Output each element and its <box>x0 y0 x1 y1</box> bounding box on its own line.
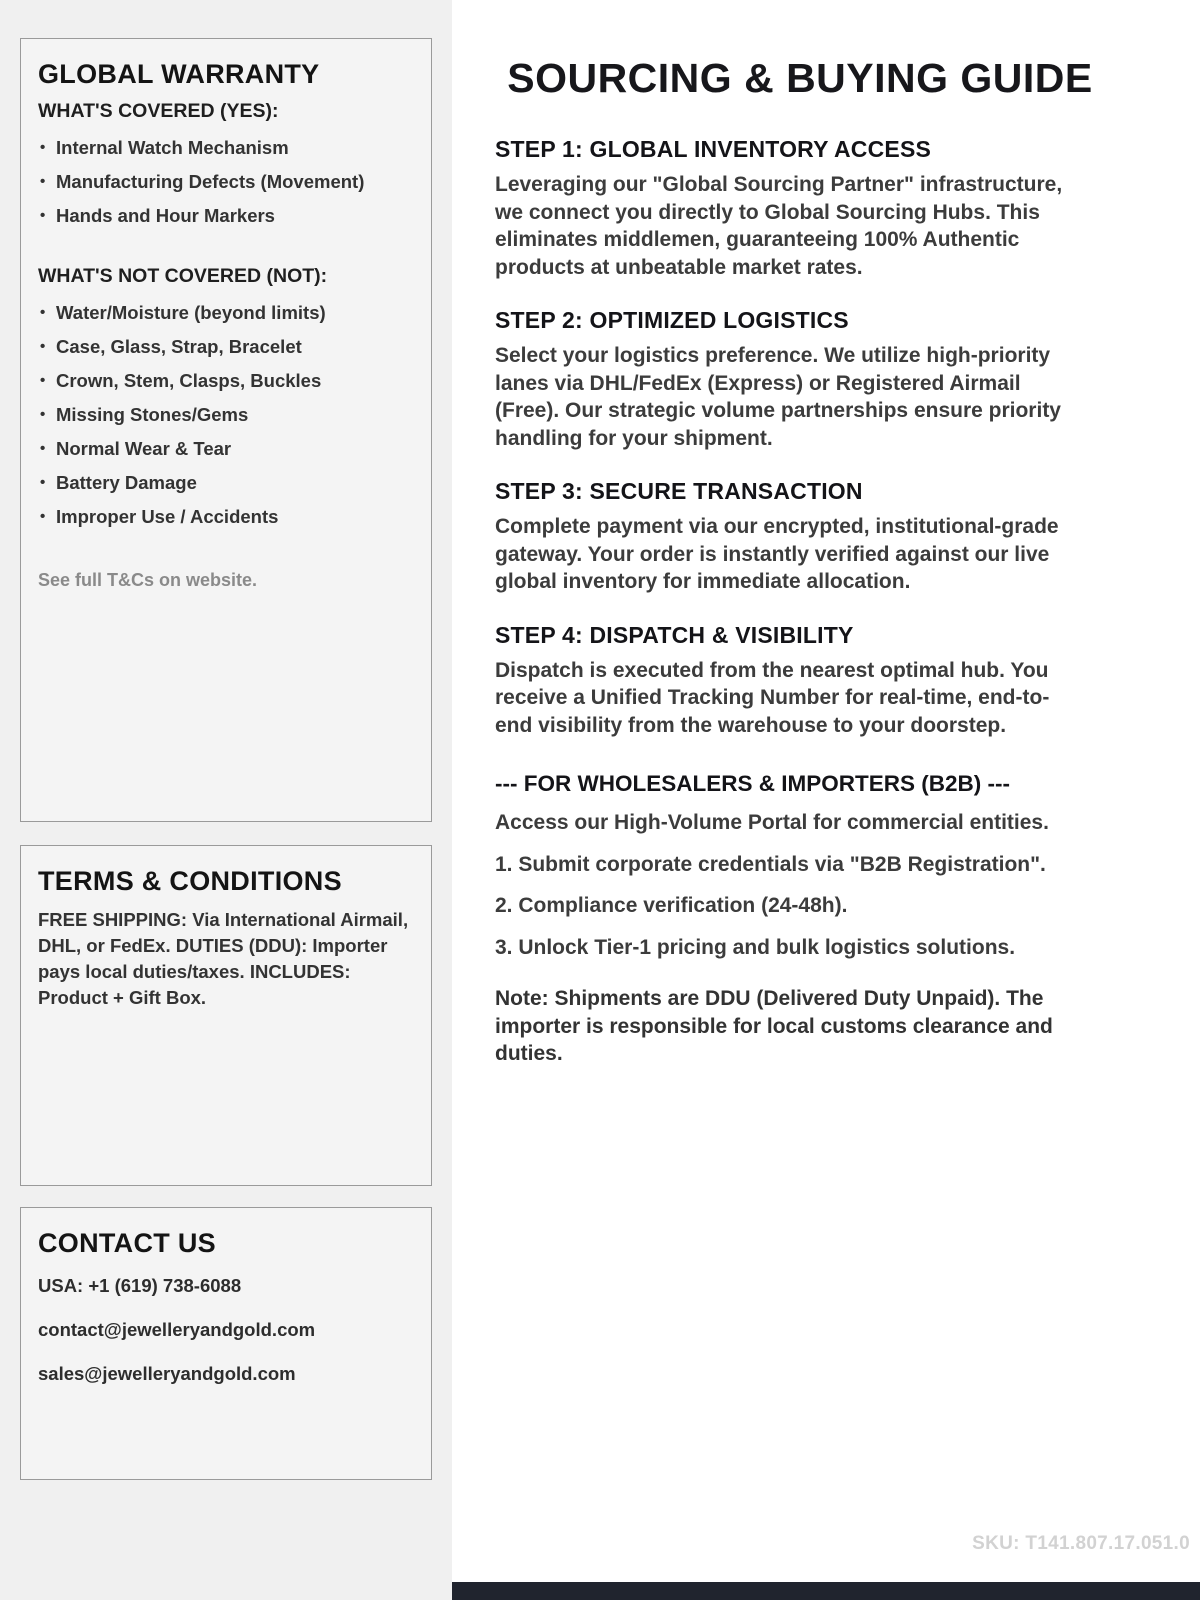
page-title: SOURCING & BUYING GUIDE <box>507 55 1093 101</box>
covered-heading: WHAT'S COVERED (YES): <box>38 100 279 122</box>
list-item: • Hands and Hour Markers <box>38 199 414 233</box>
step-heading: STEP 3: SECURE TRANSACTION <box>495 478 863 504</box>
global-warranty-panel <box>20 38 432 822</box>
b2b-note: Note: Shipments are DDU (Delivered Duty Unpaid). The importer is responsible for local customs clearance and duties. <box>495 987 1053 1065</box>
covered-list <box>38 131 414 233</box>
bottom-bar <box>452 1582 1200 1600</box>
terms-panel <box>20 845 432 1186</box>
contact-title: CONTACT US <box>38 1228 216 1258</box>
step-section-1 <box>495 136 1070 281</box>
warranty-footnote: See full T&Cs on website. <box>38 570 258 590</box>
list-item: • Case, Glass, Strap, Bracelet <box>38 330 414 364</box>
list-item: • Manufacturing Defects (Movement) <box>38 165 414 199</box>
list-item: • Improper Use / Accidents <box>38 500 414 534</box>
list-item: • Internal Watch Mechanism <box>38 131 414 165</box>
sku-label: SKU: T141.807.17.051.0 <box>972 1533 1190 1554</box>
step-section-4 <box>495 622 1070 740</box>
list-item: • Crown, Stem, Clasps, Buckles <box>38 364 414 398</box>
b2b-item: 3. Unlock Tier-1 pricing and bulk logistics solutions. <box>495 935 1016 959</box>
main-content <box>495 55 1093 1068</box>
step-heading: STEP 2: OPTIMIZED LOGISTICS <box>495 307 849 333</box>
terms-body: FREE SHIPPING: Via International Airmail, DHL, or FedEx. DUTIES (DDU): Importer pays local duties/taxes. INCLUDES: Product + Gift Box. <box>38 909 409 1008</box>
list-item: • Missing Stones/Gems <box>38 398 414 432</box>
step-heading: STEP 4: DISPATCH & VISIBILITY <box>495 621 854 648</box>
b2b-item: 1. Submit corporate credentials via "B2B Registration". <box>495 852 1046 876</box>
terms-title: TERMS & CONDITIONS <box>38 866 342 896</box>
step-heading: STEP 1: GLOBAL INVENTORY ACCESS <box>495 136 932 162</box>
contact-panel <box>20 1207 432 1480</box>
step-body: Leveraging our "Global Sourcing Partner" infrastructure, we connect you directly to Global Sourcing Hubs. This eliminates middlemen, guaranteeing 100% Authentic products at unbeatable market rates. <box>495 173 1063 279</box>
step-section-3 <box>495 478 1070 596</box>
contact-email-primary: contact@jewelleryandgold.com <box>38 1319 316 1340</box>
left-sidebar <box>0 0 452 1600</box>
contact-phone: USA: +1 (619) 738-6088 <box>38 1275 242 1296</box>
list-item: • Water/Moisture (beyond limits) <box>38 296 414 330</box>
not-covered-heading: WHAT'S NOT COVERED (NOT): <box>38 265 328 287</box>
step-section-2 <box>495 307 1070 452</box>
b2b-heading: --- FOR WHOLESALERS & IMPORTERS (B2B) --- <box>495 771 1010 796</box>
list-item: • Normal Wear & Tear <box>38 432 414 466</box>
b2b-intro: Access our High-Volume Portal for commercial entities. <box>495 811 1049 834</box>
step-body: Select your logistics preference. We utilize high-priority lanes via DHL/FedEx (Express) or Registered Airmail (Free). Our strategic volume partnerships ensure priority handling for your shipment. <box>495 344 1061 450</box>
contact-email-sales: sales@jewelleryandgold.com <box>38 1363 296 1384</box>
warranty-title: GLOBAL WARRANTY <box>38 59 320 89</box>
list-item: • Battery Damage <box>38 466 414 500</box>
not-covered-list <box>38 296 414 534</box>
step-body: Dispatch is executed from the nearest optimal hub. You receive a Unified Tracking Number for real-time, end-to-end visibility from the warehouse to your doorstep. <box>495 658 1050 737</box>
step-body: Complete payment via our encrypted, institutional-grade gateway. Your order is instantly verified against our live global inventory for immediate allocation. <box>495 515 1059 593</box>
b2b-section <box>495 771 1070 1068</box>
b2b-item: 2. Compliance verification (24-48h). <box>495 894 848 917</box>
